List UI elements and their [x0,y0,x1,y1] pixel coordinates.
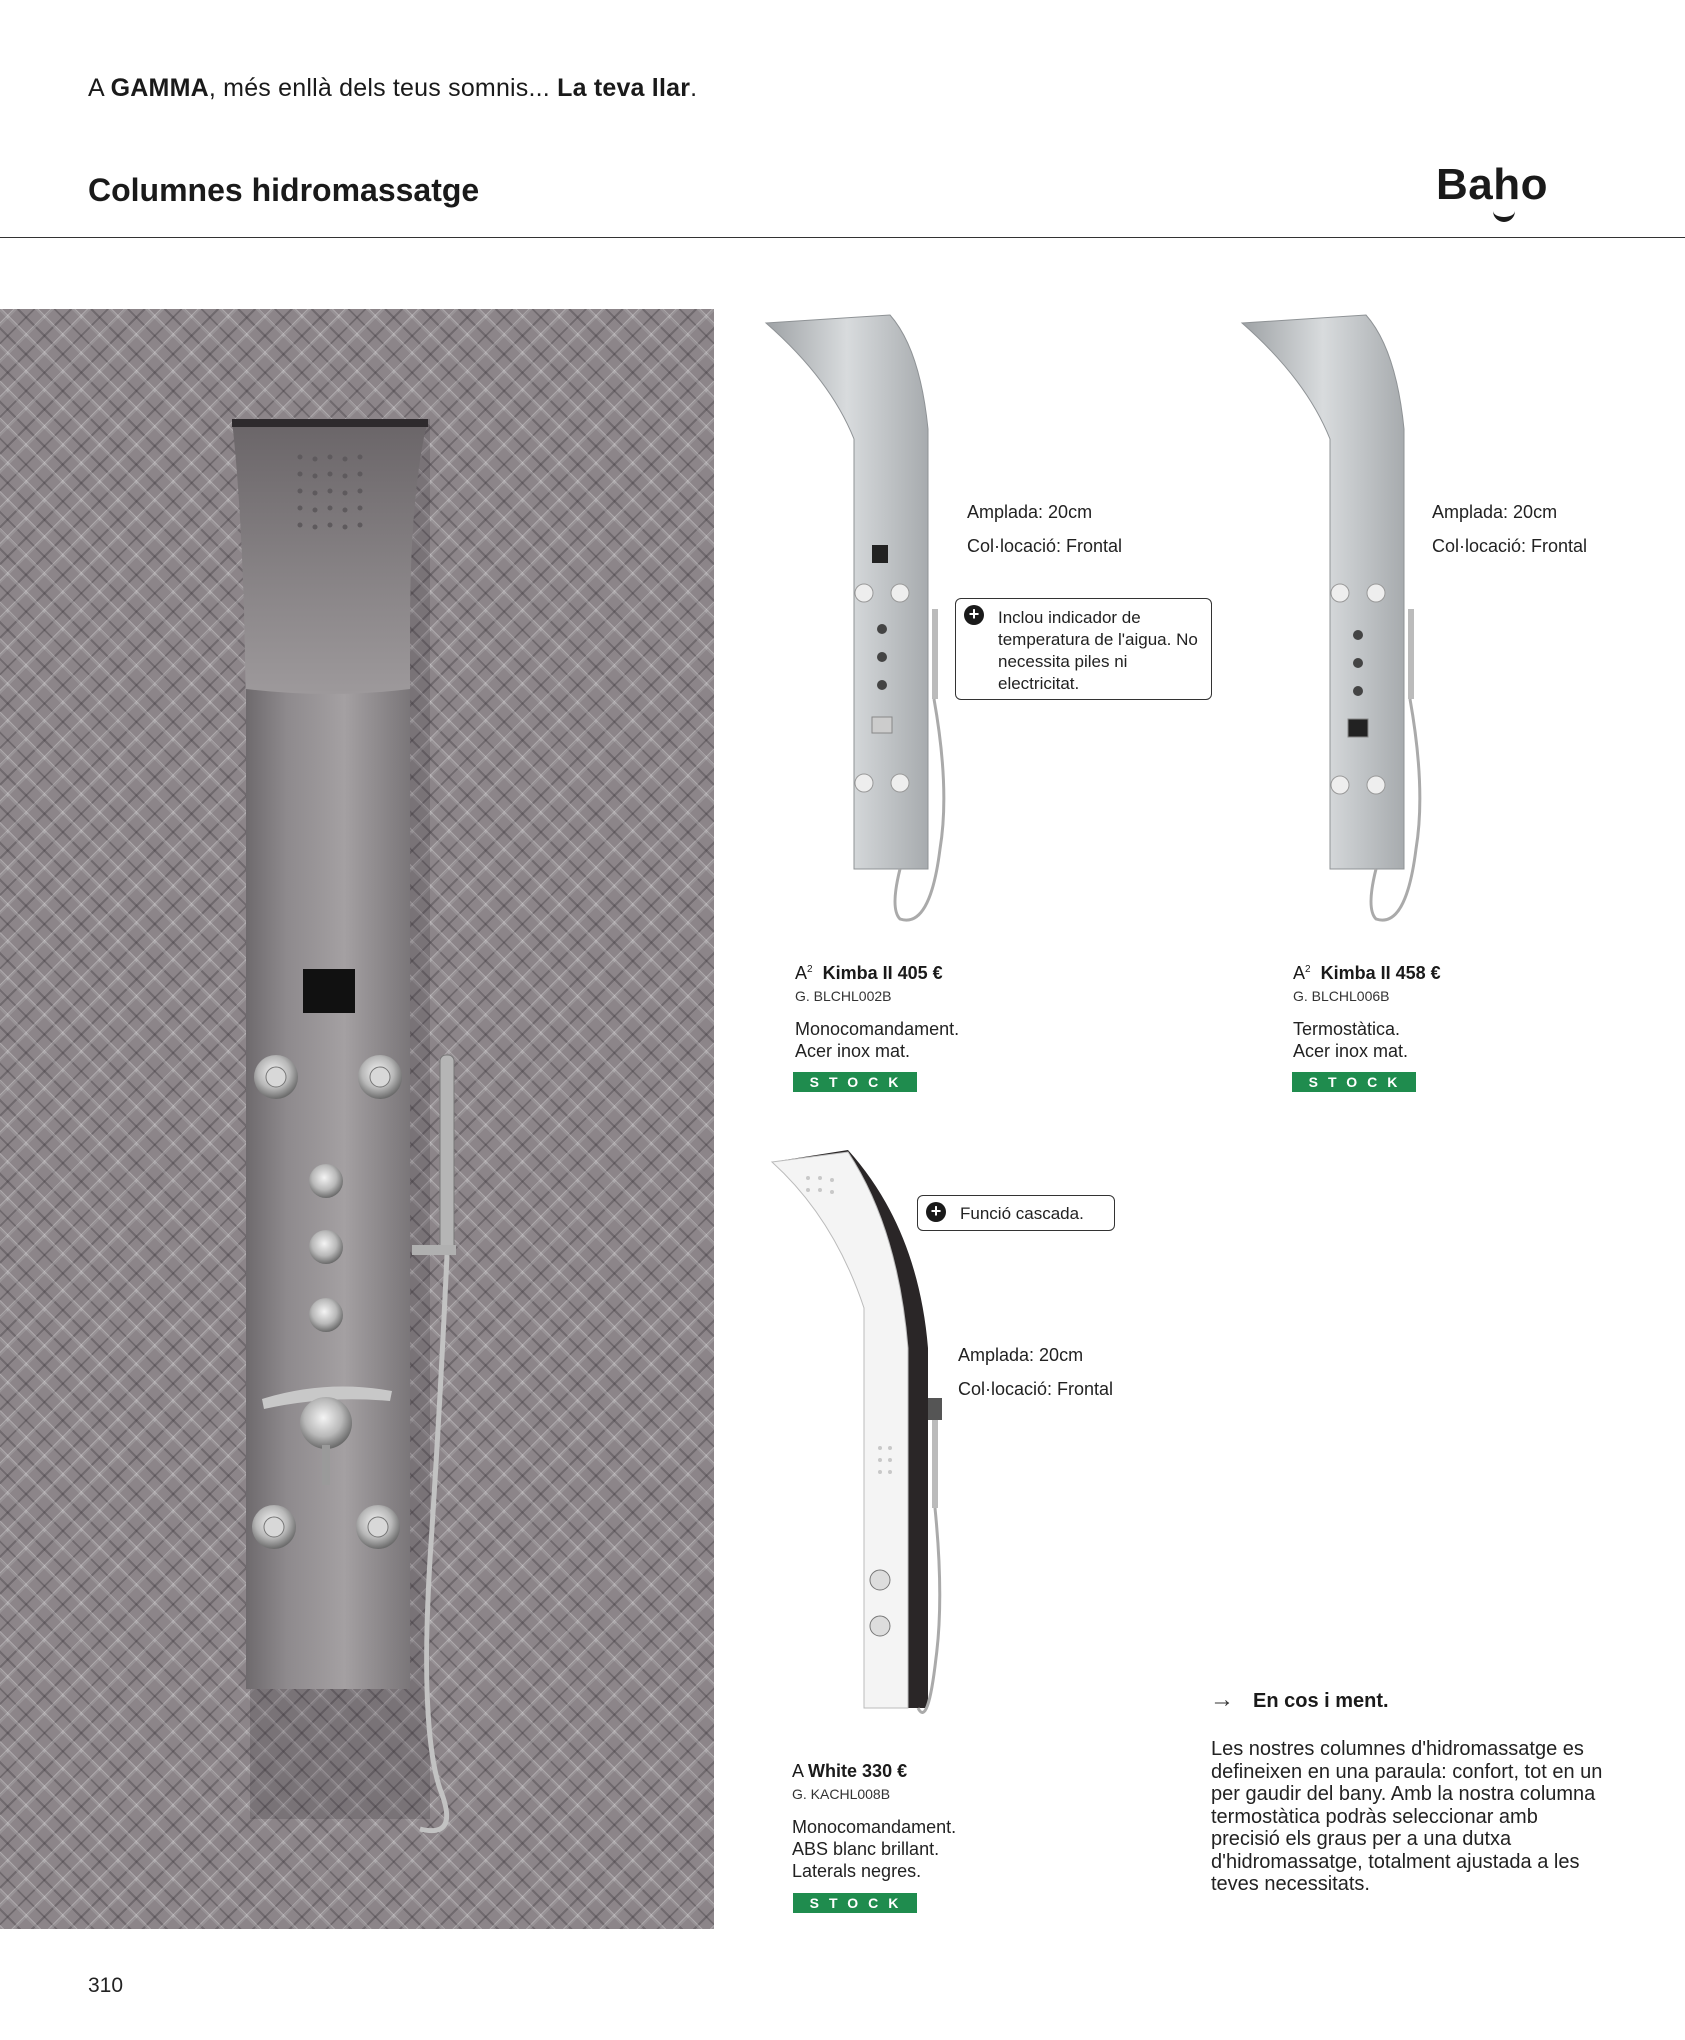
product-2-title [1293,963,1441,984]
page-number: 310 [88,1974,124,1997]
tagline-end: . [690,74,698,102]
product-2-energy-class-sup: 2 [1305,964,1311,975]
product-2-name: Kimba II [1320,963,1391,983]
product-kimba-458-image [1236,309,1456,954]
promo-body: Les nostres columnes d'hidromassatge es defineixen en una paraula: confort, tot en un per gaudir del bany. Amb la nostra columna termostàtica podràs seleccionar amb precisió els graus per a una dutxa d'hidromassatge, totalment ajustada a les teves necessitats. [1211,1738,1603,1895]
brand-logo-smile-icon [1493,210,1515,222]
hero-shower-photo [0,309,714,1929]
product-3-name: White [808,1761,858,1781]
product-2-energy-class: A [1293,963,1306,983]
hero-shower-column-illustration [0,309,714,1929]
product-3-title [792,1761,907,1782]
product-1-width: Amplada: 20cm [967,502,1093,522]
product-kimba-405-image [760,309,980,954]
product-2-stock-badge: STOCK [1292,1072,1416,1092]
product-1-stock-badge: STOCK [793,1072,917,1092]
product-2-price: 458 € [1395,963,1441,983]
product-1-desc-2: Acer inox mat. [795,1041,911,1061]
product-2-desc-2: Acer inox mat. [1293,1041,1409,1061]
product-2-desc-1: Termostàtica. [1293,1019,1401,1039]
section-title: Columnes hidromassatge [88,172,480,208]
arrow-right-icon: → [1210,1686,1234,1713]
tagline-prefix: A [88,74,111,102]
tagline-brand: GAMMA [110,74,209,102]
product-1-placement: Col·locació: Frontal [967,536,1123,556]
plus-icon: + [964,605,984,625]
product-1-feature-note [955,598,1212,700]
tagline-middle: , més enllà dels teus somnis... [208,74,558,102]
product-3-stock-badge: STOCK [793,1893,917,1913]
promo-title: En cos i ment. [1253,1690,1389,1712]
product-3-placement: Col·locació: Frontal [958,1379,1114,1399]
tagline [88,74,697,103]
product-3-feature-note [917,1195,1115,1231]
brand-logo: Baho [1436,160,1548,209]
product-2-code: G. BLCHL006B [1293,988,1390,1004]
product-1-energy-class-sup: 2 [807,964,813,975]
tagline-highlight: La teva llar [557,74,691,102]
product-2-width: Amplada: 20cm [1432,502,1558,522]
header-divider [0,237,1685,238]
product-1-energy-class: A [795,963,808,983]
product-3-price: 330 € [862,1761,908,1781]
product-1-name: Kimba II [822,963,893,983]
product-1-note-text: Inclou indicador de temperatura de l'aigua. No necessita piles ni electricitat. [998,608,1198,693]
product-1-code: G. BLCHL002B [795,988,892,1004]
plus-icon: + [926,1202,946,1222]
product-3-desc-2: ABS blanc brillant. [792,1839,940,1859]
product-1-price: 405 € [897,963,943,983]
product-2-placement: Col·locació: Frontal [1432,536,1588,556]
product-3-note-text: Funció cascada. [960,1204,1084,1223]
product-white-330-image [768,1148,988,1773]
product-3-width: Amplada: 20cm [958,1345,1084,1365]
product-3-desc-1: Monocomandament. [792,1817,957,1837]
product-3-energy-class: A [792,1761,804,1781]
product-1-desc-1: Monocomandament. [795,1019,960,1039]
product-1-title [795,963,943,984]
product-3-code: G. KACHL008B [792,1786,891,1802]
product-3-desc-3: Laterals negres. [792,1861,922,1881]
